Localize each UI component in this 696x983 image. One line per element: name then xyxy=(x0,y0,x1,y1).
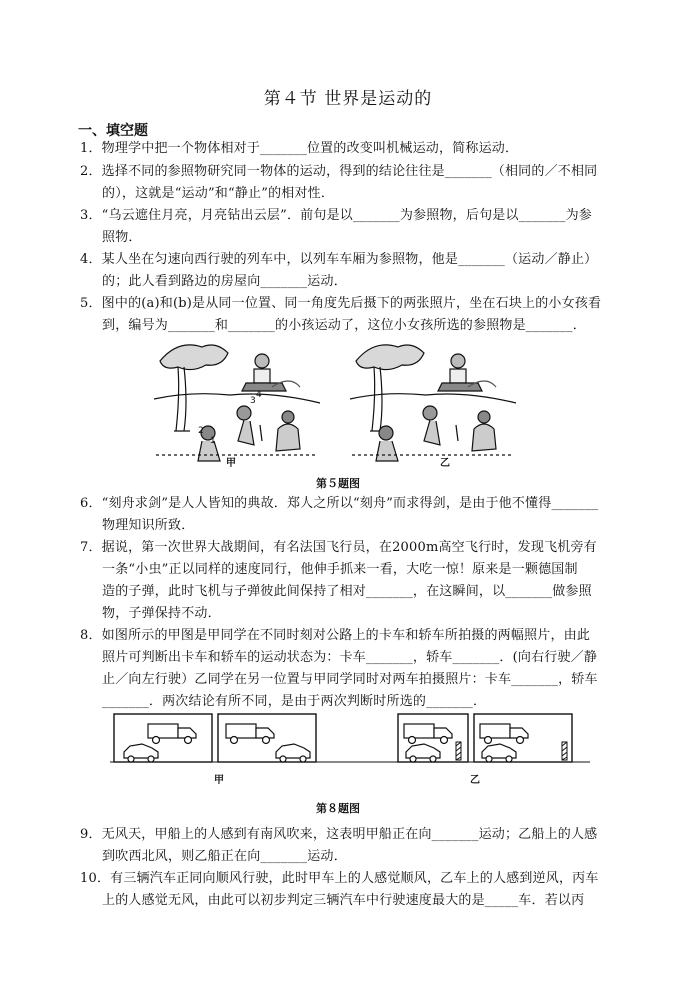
figure-8-photos xyxy=(110,712,590,770)
figure-5-label-a: 甲 xyxy=(226,458,236,469)
figure-5-scene-b xyxy=(350,345,516,461)
figure-8-label-b: 乙 xyxy=(470,775,480,786)
question-9-line-2: 到吹西北风，则乙船正在向_______运动． xyxy=(102,849,347,864)
question-7-line-1: 7．据说，第一次世界大战期间，有名法国飞行员，在2000m高空飞行时，发现飞机旁有 xyxy=(80,540,597,555)
question-1-line-1: 1．物理学中把一个物体相对于_______位置的改变叫机械运动，简称运动． xyxy=(80,141,519,156)
question-8-line-2: 照片可判断出卡车和轿车的运动状态为：卡车_______，轿车_______．(向右行驶／静 xyxy=(102,650,598,665)
question-8-line-1: 8．如图所示的甲图是甲同学在不同时刻对公路上的卡车和轿车所拍摄的两幅照片，由此 xyxy=(80,628,591,643)
question-6-line-2: 物理知识所致． xyxy=(102,518,195,533)
question-10-line-2: 上的人感觉无风，由此可以初步判定三辆汽车中行驶速度最大的是_____车．若以丙 xyxy=(102,893,585,908)
question-8-line-4: _______．两次结论有所不同，是由于两次判断时所选的_______． xyxy=(102,694,487,709)
figure-5-scenes xyxy=(150,333,530,465)
figure-5-a-number-4: 4 xyxy=(256,390,262,400)
question-3-line-1: 3．“乌云遮住月亮，月亮钻出云层”．前句是以_______为参照物，后句是以_______为参 xyxy=(80,208,592,223)
figure-8-photo-b2 xyxy=(474,714,572,762)
figure-5-a-number-2: 2 xyxy=(198,426,204,436)
figure-8-photo-a1 xyxy=(114,714,212,762)
question-4-line-2: 的；此人看到路边的房屋向_______运动． xyxy=(102,274,347,289)
figure-8-photo-a2 xyxy=(218,714,316,762)
question-9-line-1: 9．无风天，甲船上的人感到有南风吹来，这表明甲船正在向_______运动；乙船上的人感 xyxy=(80,827,598,842)
question-8-line-3: 止／向左行驶）乙同学在另一位置与甲同学同时对两车拍摄照片：卡车_______，轿车 xyxy=(102,672,598,687)
figure-5-a-number-1: 1 xyxy=(210,436,216,446)
question-5-line-1: 5．图中的(a)和(b)是从同一位置、同一角度先后摄下的两张照片，坐在石块上的小女孩看 xyxy=(80,296,602,311)
question-7-line-2: 一条“小虫”正以同样的速度同行，他伸手抓来一看，大吃一惊！原来是一颗德国制 xyxy=(102,562,578,577)
question-7-line-4: 物，子弹保持不动． xyxy=(102,606,221,621)
question-5-line-2: 到，编号为_______和_______的小孩运动了，这位小女孩所选的参照物是_______． xyxy=(102,318,586,333)
figure-8-photo-b1 xyxy=(398,714,468,762)
figure-5-scene-a xyxy=(154,345,320,461)
figure-8-label-a: 甲 xyxy=(214,775,224,786)
question-6-line-1: 6．“刻舟求剑”是人人皆知的典故．郑人之所以“刻舟”而求得剑，是由于他不懂得_______ xyxy=(80,496,599,511)
figure-5-a-number-3: 3 xyxy=(250,396,256,406)
section-heading: 一、填空题 xyxy=(78,123,148,139)
question-7-line-3: 造的子弹，此时飞机与子弹彼此间保持了相对_______，在这瞬间，以_______做参照 xyxy=(102,584,592,599)
figure-5-caption: 第５题图 xyxy=(316,477,360,490)
question-10-line-1: 10．有三辆汽车正同向顺风行驶，此时甲车上的人感觉顺风，乙车上的人感到逆风，丙车 xyxy=(80,871,599,886)
question-2-line-1: 2．选择不同的参照物研究同一物体的运动，得到的结论往往是_______（相同的／不相同 xyxy=(80,164,598,179)
question-3-line-2: 照物． xyxy=(102,230,142,245)
page-title: 第４节 世界是运动的 xyxy=(263,89,433,109)
figure-8-caption: 第８题图 xyxy=(316,802,360,815)
figure-5-label-b: 乙 xyxy=(440,458,450,469)
question-4-line-1: 4．某人坐在匀速向西行驶的列车中，以列车车厢为参照物，他是_______（运动／静止） xyxy=(80,252,598,267)
question-2-line-2: 的），这就是“运动”和“静止”的相对性． xyxy=(102,186,335,201)
